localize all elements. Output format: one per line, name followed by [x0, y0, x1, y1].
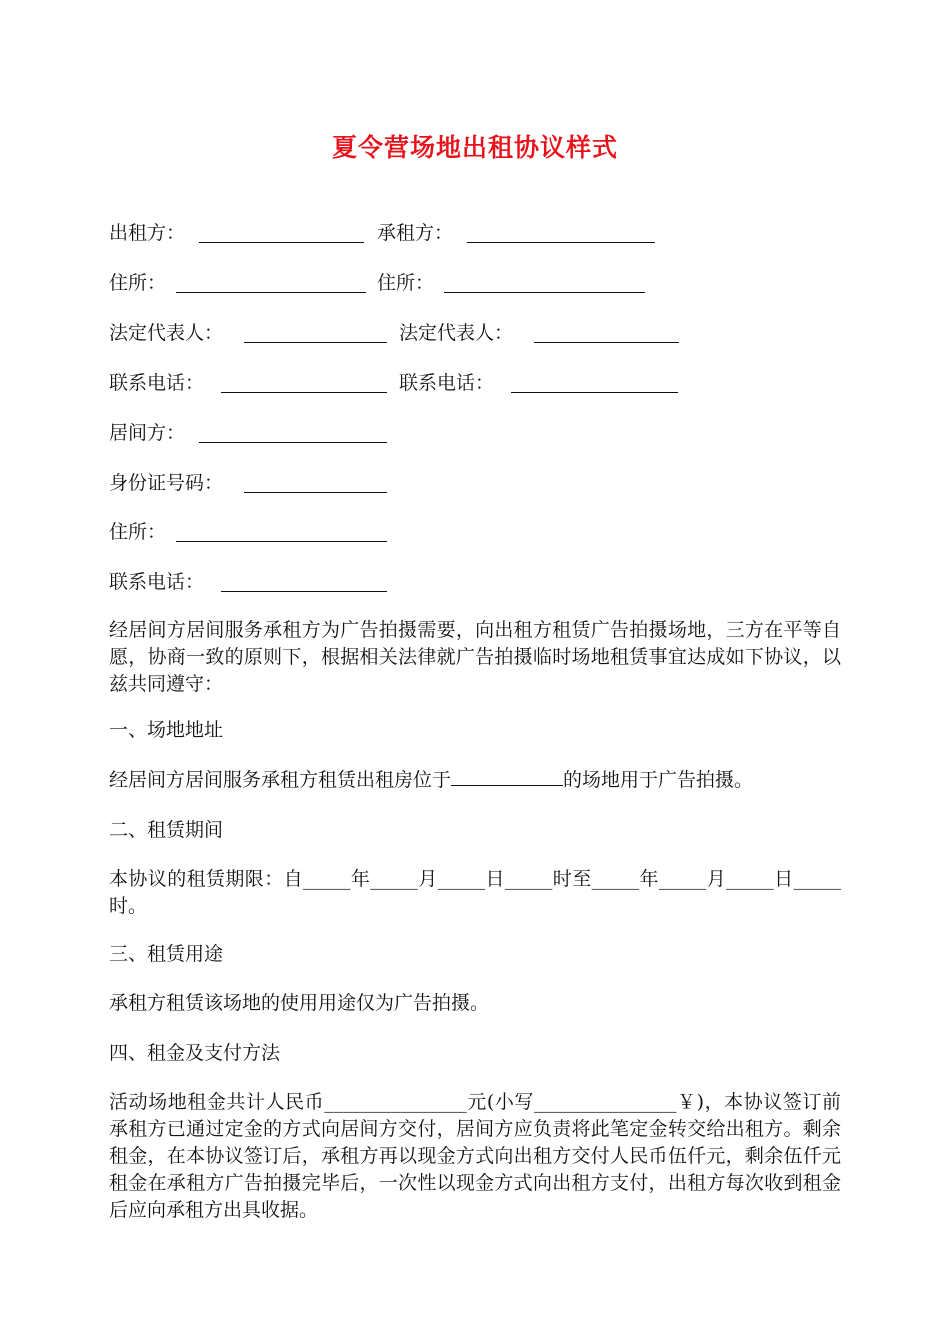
- lessor-legal-rep-label: 法定代表人：: [109, 322, 224, 344]
- document-title: 夏令营场地出租协议样式: [331, 133, 618, 162]
- section-3-heading: 三、租赁用途: [109, 943, 224, 965]
- lessor-address-blank: [176, 274, 366, 293]
- lessee-phone-label: 联系电话：: [399, 372, 495, 394]
- section-1-heading: 一、场地地址: [109, 719, 224, 741]
- intermediary-address-blank: [176, 523, 387, 542]
- section-4-text: 活动场地租金共计人民币_______________元(小写_______________￥)，本协议签订前承租方已通过定金的方式向居间方交付，居间方应负责将此笔定金转交给出租方。剩余租金，在本协议签订后，承租方再以现金方式向出租方交付人民币伍仟元，剩余伍仟元租金在承租方广告拍摄完毕后，一次性以现金方式向出租方支付，出租方每次收到租金后应向承租方出具收据。: [109, 1091, 841, 1221]
- lessor-legal-rep-blank: [244, 324, 387, 343]
- lessee-blank: [467, 224, 655, 243]
- lessee-address-blank: [444, 274, 645, 293]
- intermediary-address-label: 住所：: [109, 521, 167, 543]
- section-1-text: [109, 767, 753, 793]
- lessor-blank: [199, 224, 364, 243]
- id-number-label: 身份证号码：: [109, 472, 224, 494]
- section-3-text: 承租方租赁该场地的使用用途仅为广告拍摄。: [109, 992, 490, 1014]
- intermediary-blank: [199, 424, 387, 443]
- section-1-text-end: 的场地用于广告拍摄。: [563, 769, 754, 791]
- lessee-phone-blank: [511, 374, 678, 393]
- intermediary-label: 居间方：: [109, 422, 186, 444]
- intermediary-phone-blank: [221, 573, 387, 592]
- lessee-address-label: 住所：: [377, 272, 435, 294]
- lessee-legal-rep-label: 法定代表人：: [399, 322, 514, 344]
- preamble-paragraph: 经居间方居间服务承租方为广告拍摄需要，向出租方租赁广告拍摄场地，三方在平等自愿，协商一致的原则下，根据相关法律就广告拍摄临时场地租赁事宜达成如下协议，以兹共同遵守：: [109, 619, 841, 695]
- lessee-legal-rep-blank: [534, 324, 679, 343]
- id-number-blank: [244, 474, 387, 493]
- section-2-text: 本协议的租赁期限：自_____年_____月_____日_____时至_____年_____月_____日_____时。: [109, 868, 841, 917]
- lessee-label: 承租方：: [377, 222, 454, 244]
- section-4-heading: 四、租金及支付方法: [109, 1042, 281, 1064]
- site-address-blank: [451, 767, 563, 786]
- lessor-phone-label: 联系电话：: [109, 372, 205, 394]
- lessor-address-label: 住所：: [109, 272, 167, 294]
- lessor-phone-blank: [221, 374, 387, 393]
- intermediary-phone-label: 联系电话：: [109, 571, 205, 593]
- section-2-heading: 二、租赁期间: [109, 819, 224, 841]
- lessor-label: 出租方：: [109, 222, 186, 244]
- section-1-text-start: 经居间方居间服务承租方租赁出租房位于: [109, 769, 452, 791]
